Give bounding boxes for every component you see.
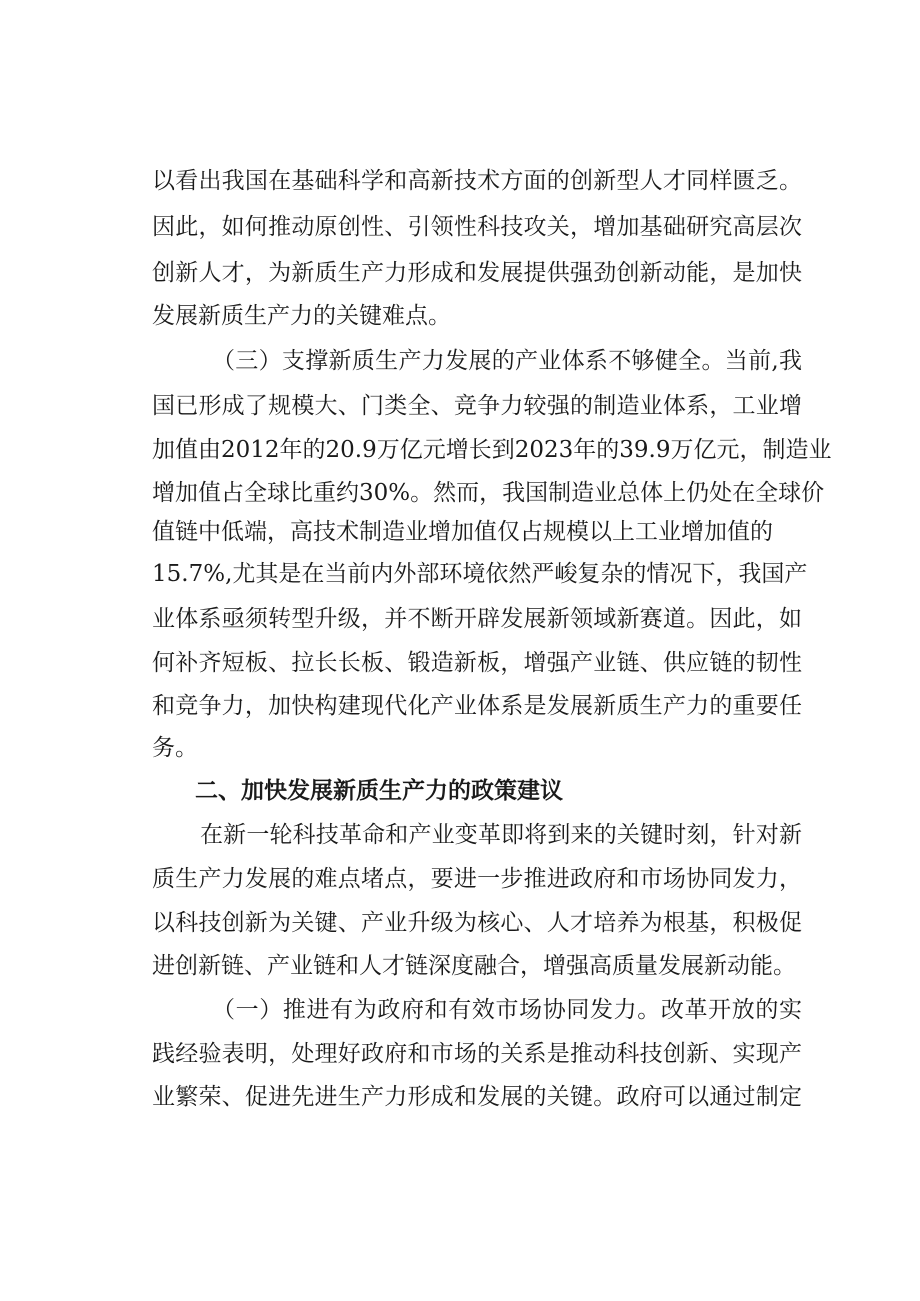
section-heading: 二、加快发展新质生产力的政策建议 <box>195 778 563 804</box>
para2-line-5: 值链中低端，高技术制造业增加值仅占规模以上工业增加值的 <box>152 519 773 545</box>
para2-line-6: 15.7%,尤其是在当前内外部环境依然严峻复杂的情况下，我国产 <box>152 561 808 587</box>
para1-line-2: 因此，如何推动原创性、引领性科技攻关，增加基础研究高层次 <box>152 214 802 240</box>
para2-line-9: 和竞争力，加快构建现代化产业体系是发展新质生产力的重要任 <box>152 693 802 719</box>
para1-line-4: 发展新质生产力的关键难点。 <box>152 303 451 329</box>
para2-line-10: 务。 <box>152 735 198 761</box>
para4-line-2: 践经验表明，处理好政府和市场的关系是推动科技创新、实现产 <box>152 1041 802 1067</box>
para2-line-1: （三）支撑新质生产力发展的产业体系不够健全。当前,我 <box>212 348 802 374</box>
para1-line-1: 以看出我国在基础科学和高新技术方面的创新型人才同样匮乏。 <box>152 168 802 194</box>
para2-line-8: 何补齐短板、拉长长板、锻造新板，增强产业链、供应链的韧性 <box>152 650 802 676</box>
para3-line-3: 以科技创新为关键、产业升级为核心、人才培养为根基，积极促 <box>152 910 802 936</box>
para2-line-2: 国已形成了规模大、门类全、竞争力较强的制造业体系，工业增 <box>152 393 802 419</box>
para2-line-4: 增加值占全球比重约30%。然而，我国制造业总体上仍处在全球价 <box>152 480 825 506</box>
para4-line-3: 业繁荣、促进先进生产力形成和发展的关键。政府可以通过制定 <box>152 1084 802 1110</box>
para3-line-4: 进创新链、产业链和人才链深度融合，增强高质量发展新动能。 <box>152 953 796 979</box>
para3-line-1: 在新一轮科技革命和产业变革即将到来的关键时刻，针对新 <box>200 822 802 848</box>
para1-line-3: 创新人才，为新质生产力形成和发展提供强劲创新动能，是加快 <box>152 260 802 286</box>
para4-line-1: （一）推进有为政府和有效市场协同发力。改革开放的实 <box>212 997 802 1023</box>
para2-line-3: 加值由2012年的20.9万亿元增长到2023年的39.9万亿元，制造业 <box>152 437 832 463</box>
para2-line-7: 业体系亟须转型升级，并不断开辟发展新领域新赛道。因此，如 <box>152 606 802 632</box>
para3-line-2: 质生产力发展的难点堵点，要进一步推进政府和市场协同发力， <box>152 866 802 892</box>
